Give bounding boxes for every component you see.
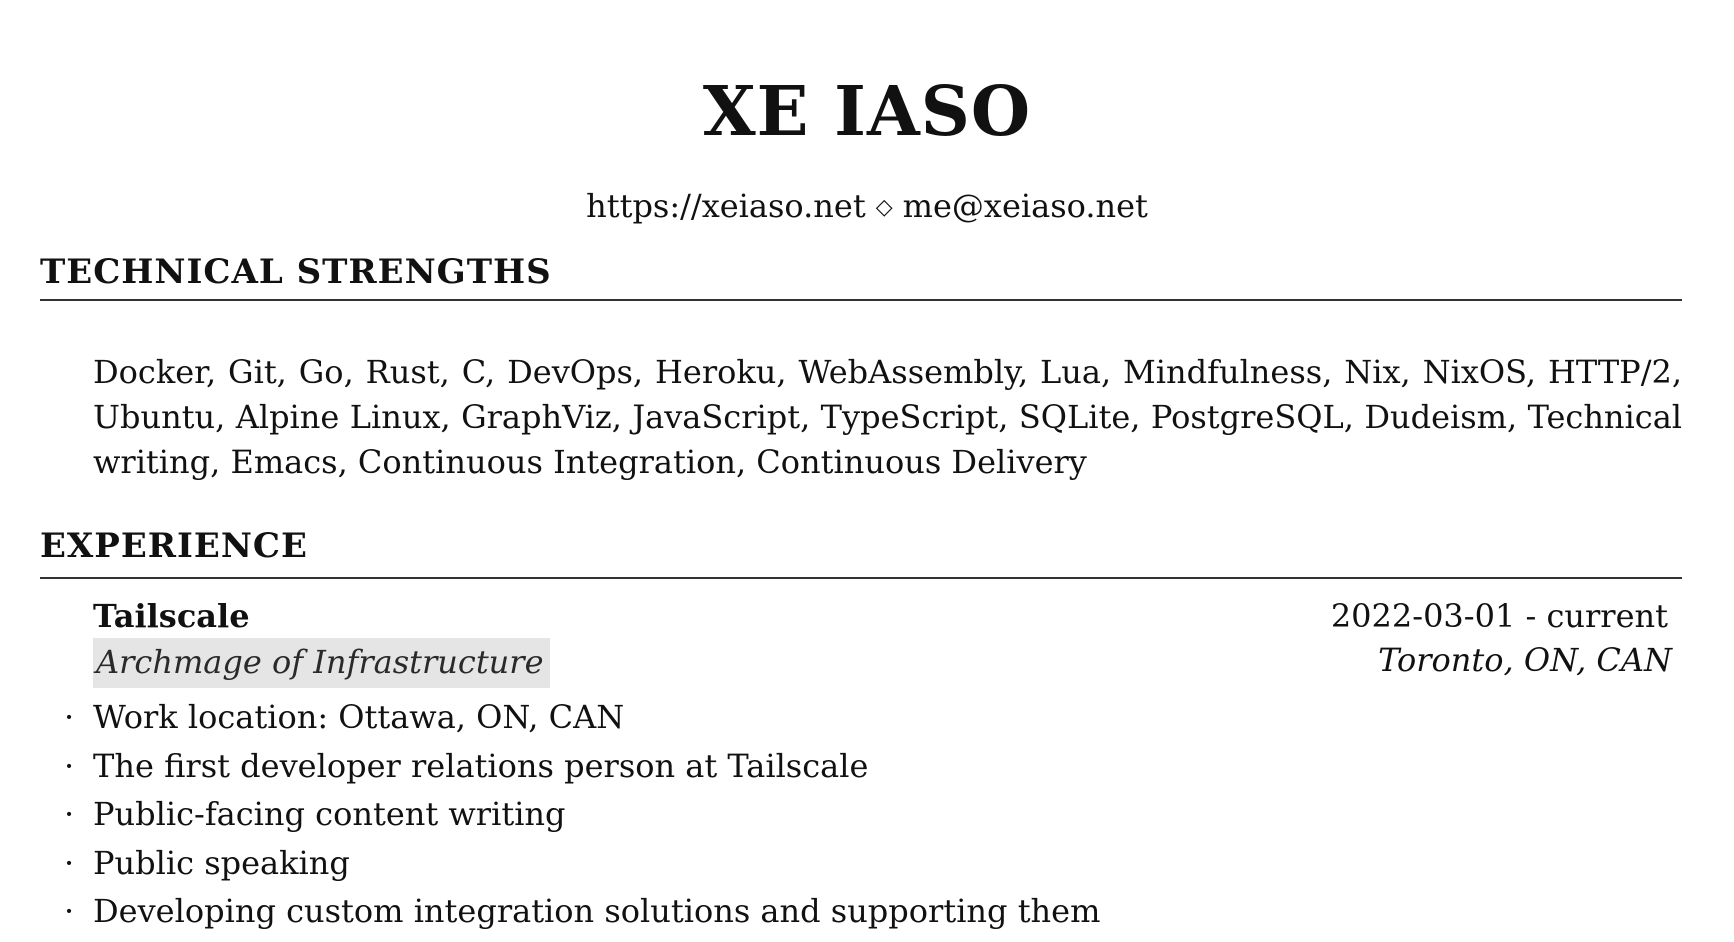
diamond-separator-icon: ◇ xyxy=(875,195,893,220)
section-title-experience: EXPERIENCE xyxy=(40,526,308,566)
list-item xyxy=(0,794,1734,843)
bullet-dot-icon: · xyxy=(64,892,75,930)
list-item xyxy=(0,891,1734,940)
highlight-text: Work location: Ottawa, ON, CAN xyxy=(93,698,625,736)
bullet-dot-icon: · xyxy=(64,698,75,736)
bullet-dot-icon: · xyxy=(64,795,75,833)
job-location: Toronto, ON, CAN xyxy=(1378,641,1672,679)
resume-name: XE IASO xyxy=(702,72,1032,152)
contact-line xyxy=(0,186,1734,228)
highlight-text: Public speaking xyxy=(93,843,350,882)
highlight-text: The first developer relations person at Tailscale xyxy=(93,746,869,785)
job-role: Archmage of Infrastructure xyxy=(93,638,550,688)
section-divider xyxy=(40,577,1682,579)
section-title-technical-strengths: TECHNICAL STRENGTHS xyxy=(40,252,552,292)
list-item xyxy=(0,697,1734,746)
job-company: Tailscale xyxy=(93,597,250,635)
highlight-text: Developing custom integration solutions and supporting them xyxy=(93,892,1101,930)
website-link[interactable]: https://xeiaso.net xyxy=(586,187,866,225)
highlight-text: Public-facing content writing xyxy=(93,795,566,833)
list-item xyxy=(0,746,1734,795)
job-highlights-list xyxy=(0,697,1734,940)
technical-strengths-text: Docker, Git, Go, Rust, C, DevOps, Heroku, WebAssembly, Lua, Mindfulness, Nix, NixOS, HTTP/2, Ubuntu, Alpine Linux, GraphViz, JavaScript, TypeScript, SQLite, PostgreSQL, Dudeism, Technical writing, Emacs, Continuous Integration, Continuous Delivery xyxy=(93,353,1682,481)
bullet-dot-icon: · xyxy=(64,746,75,785)
section-divider xyxy=(40,299,1682,301)
bullet-dot-icon: · xyxy=(64,843,75,882)
job-dates: 2022-03-01 - current xyxy=(1330,597,1668,635)
list-item xyxy=(0,843,1734,892)
email-link[interactable]: me@xeiaso.net xyxy=(902,187,1148,225)
